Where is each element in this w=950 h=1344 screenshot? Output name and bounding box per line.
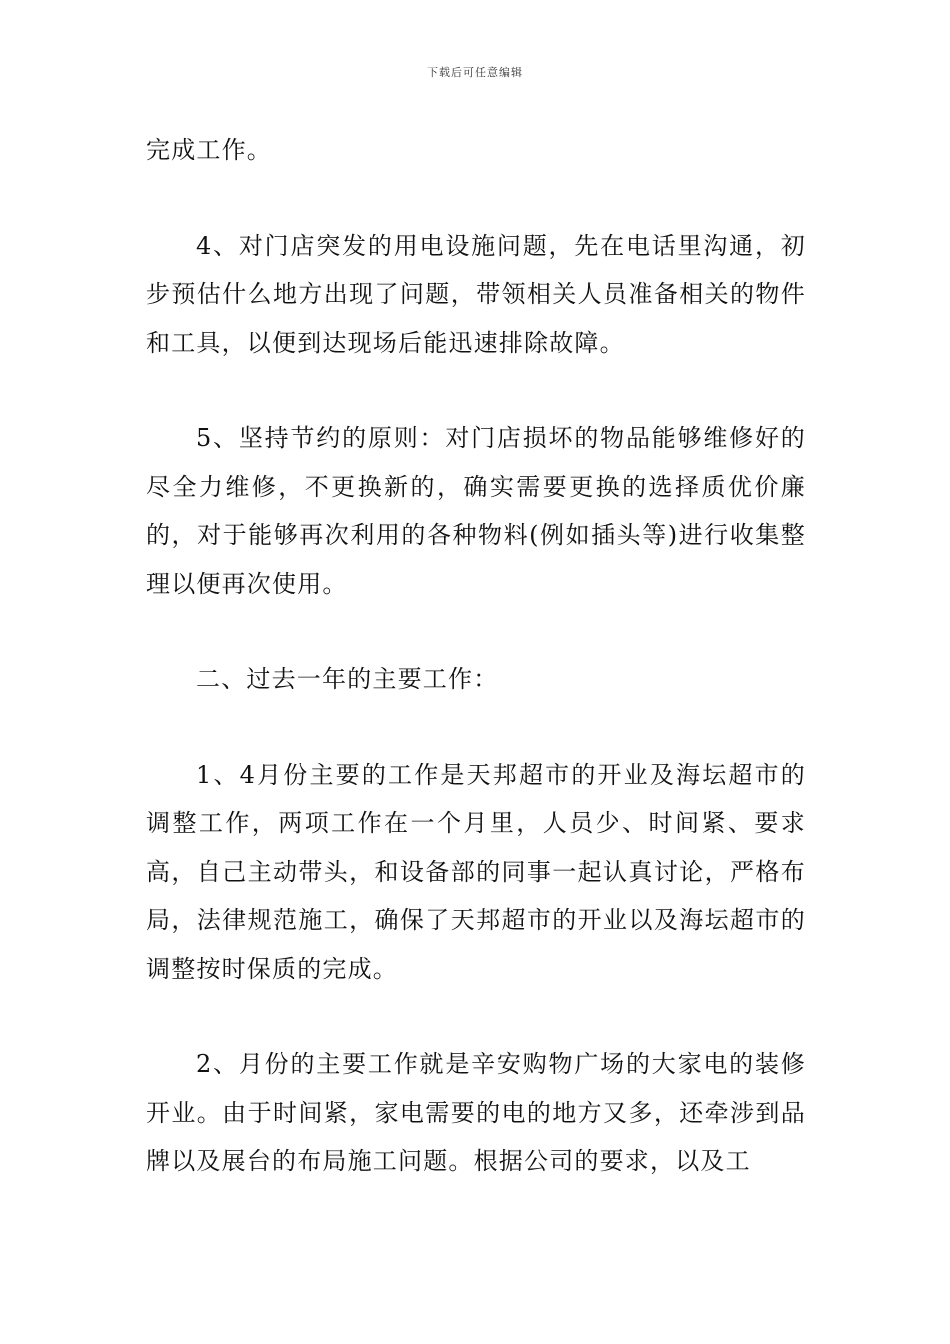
paragraph-gap	[146, 608, 806, 655]
paragraph-work-1: 1、4月份主要的工作是天邦超市的开业及海坛超市的调整工作，两项工作在一个月里，人员少、时间紧、要求高，自己主动带头，和设备部的同事一起认真讨论，严格布局，法律规范施工，确保了天邦超市的开业以及海坛超市的调整按时保质的完成。	[146, 760, 806, 983]
paragraph-gap	[146, 175, 806, 222]
paragraph-gap	[146, 367, 806, 414]
page-header-note: 下载后可任意编辑	[427, 66, 523, 79]
document-body	[146, 126, 806, 1186]
section-heading: 二、过去一年的主要工作：	[196, 665, 499, 693]
paragraph-work-2: 2、月份的主要工作就是辛安购物广场的大家电的装修开业。由于时间紧，家电需要的电的地方又多，还牵涉到品牌以及展台的布局施工问题。根据公司的要求，以及工	[146, 1050, 806, 1175]
paragraph-continuation: 完成工作。	[146, 136, 272, 164]
paragraph-item-5: 5、坚持节约的原则：对门店损坏的物品能够维修好的尽全力维修，不更换新的，确实需要更换的选择质优价廉的，对于能够再次利用的各种物料(例如插头等)进行收集整理以便再次使用。	[146, 424, 806, 598]
paragraph-gap	[146, 993, 806, 1040]
paragraph-item-4: 4、对门店突发的用电设施问题，先在电话里沟通，初步预估什么地方出现了问题，带领相关人员准备相关的物件和工具，以便到达现场后能迅速排除故障。	[146, 231, 806, 357]
paragraph-gap	[146, 704, 806, 751]
